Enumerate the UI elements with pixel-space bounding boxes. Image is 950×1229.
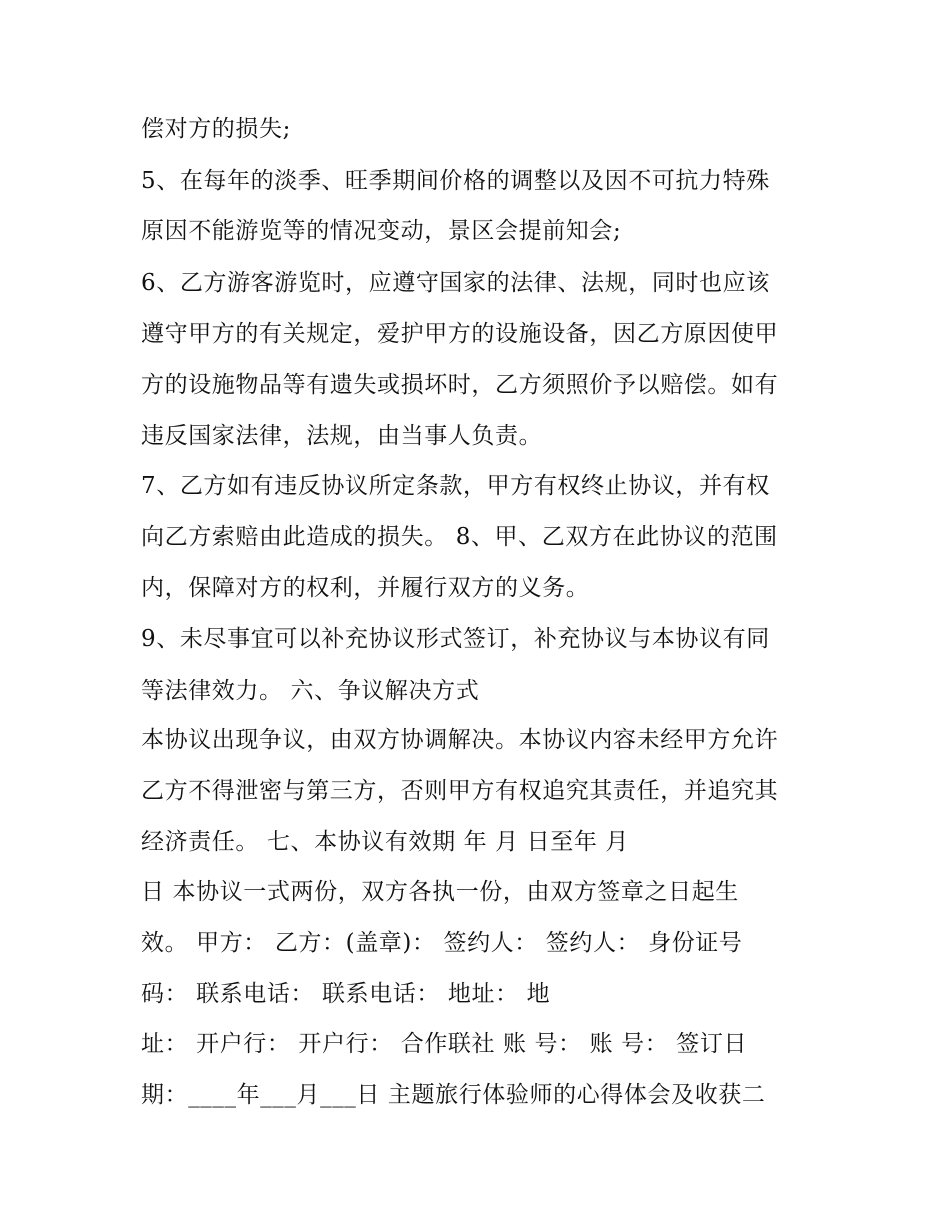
text-line: 原因不能游览等的情况变动，景区会提前知会; <box>141 218 622 244</box>
text-line: 码： 联系电话： 联系电话： 地址： 地 <box>141 981 551 1007</box>
text-line: 经济责任。 七、本协议有效期 年 月 日至年 月 <box>141 829 629 855</box>
text-line: 5、在每年的淡季、旺季期间价格的调整以及因不可抗力特殊 <box>141 168 770 194</box>
text-line: 址： 开户行： 开户行： 合作联社 账 号： 账 号： 签订日 <box>141 1031 748 1057</box>
text-line: 乙方不得泄密与第三方，否则甲方有权追究其责任，并追究其 <box>141 778 779 804</box>
text-line: 偿对方的损失; <box>141 116 291 142</box>
text-line: 等法律效力。 六、争议解决方式 <box>141 678 480 704</box>
text-line: 7、乙方如有违反协议所定条款，甲方有权终止协议，并有权 <box>141 473 770 499</box>
text-line: 方的设施物品等有遗失或损坏时，乙方须照价予以赔偿。如有 <box>141 372 779 398</box>
text-line: 6、乙方游客游览时，应遵守国家的法律、法规，同时也应该 <box>141 270 770 296</box>
text-line: 效。 甲方： 乙方：(盖章)： 签约人： 签约人： 身份证号 <box>141 930 743 956</box>
text-line: 内，保障对方的权利，并履行双方的义务。 <box>141 575 590 601</box>
text-line: 日 本协议一式两份，双方各执一份，由双方签章之日起生 <box>141 879 739 905</box>
text-line: 9、未尽事宜可以补充协议形式签订，补充协议与本协议有同 <box>141 626 770 652</box>
text-line: 期：____年___月___日 主题旅行体验师的心得体会及收获二 <box>141 1082 766 1108</box>
text-line: 本协议出现争议，由双方协调解决。本协议内容未经甲方允许 <box>141 727 779 753</box>
text-line: 违反国家法律，法规，由当事人负责。 <box>141 423 543 449</box>
text-line: 向乙方索赔由此造成的损失。 8、甲、乙双方在此协议的范围 <box>141 524 778 550</box>
text-line: 遵守甲方的有关规定，爱护甲方的设施设备，因乙方原因使甲 <box>141 321 779 347</box>
